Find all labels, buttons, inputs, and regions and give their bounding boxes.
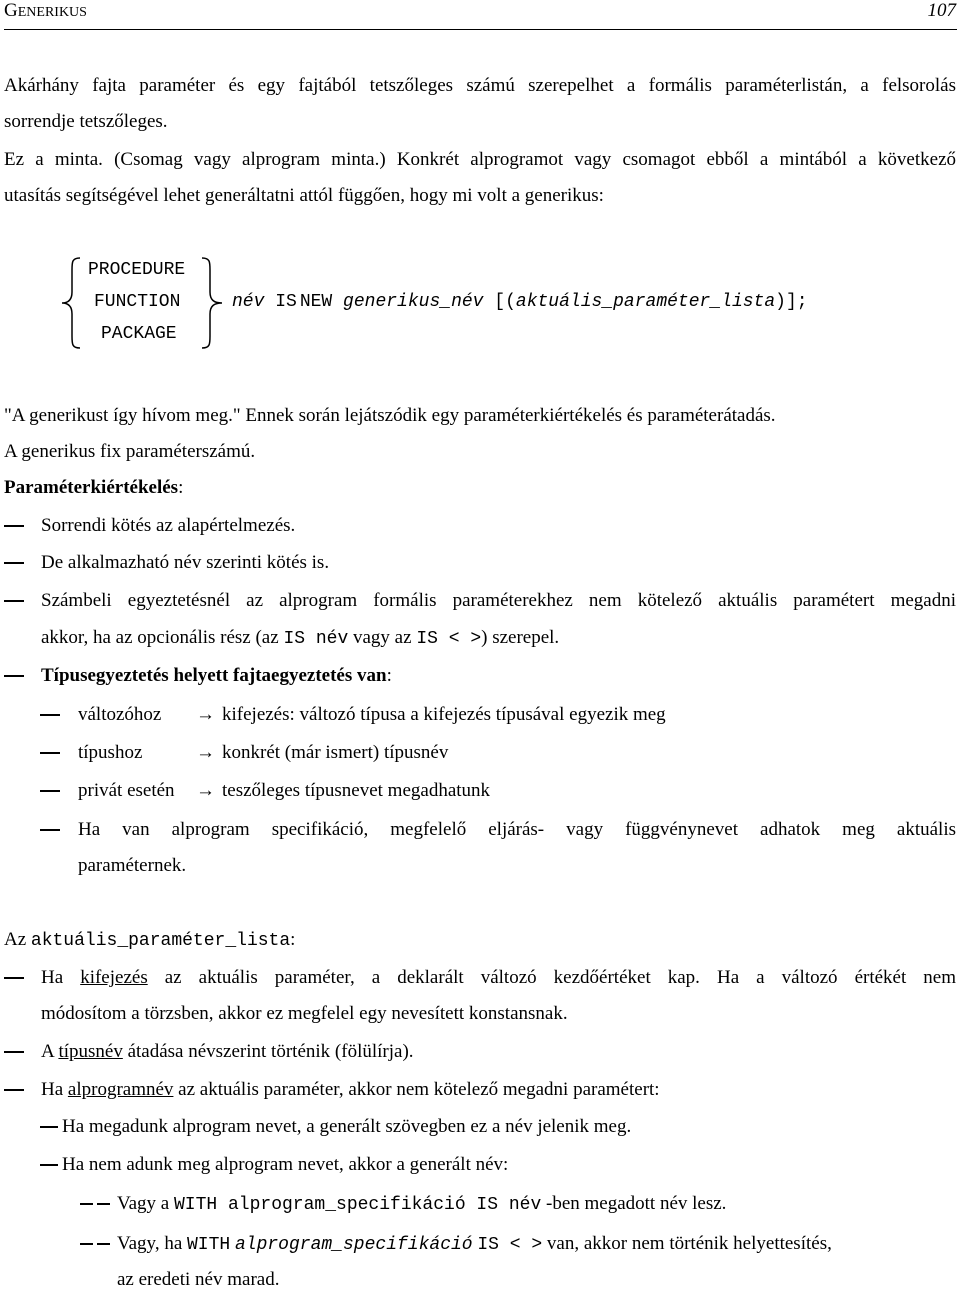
double-dash xyxy=(80,1243,93,1245)
bullet-positional: Sorrendi kötés az alapértelmezés. xyxy=(41,515,296,536)
header-title-initial: G xyxy=(4,0,18,21)
sub-bullet-dash xyxy=(40,1164,58,1166)
text-run: Vagy a xyxy=(117,1193,174,1214)
bullet-count-match-line-1: Számbeli egyeztetésnél az alprogram formális paraméterekhez nem kötelező aktuális paramétert megadni xyxy=(41,590,956,611)
text-run: : xyxy=(386,665,392,686)
sub-bullet-variable-text: kifejezés: változó típusa a kifejezés típusával egyezik meg xyxy=(222,704,666,725)
eval-heading-colon: : xyxy=(178,477,184,498)
text-run: az aktuális paraméter, akkor nem kötelező megadni paramétert: xyxy=(173,1079,660,1100)
text-run: -ben megadott név lesz. xyxy=(541,1193,727,1214)
syntax-new: NEW xyxy=(299,292,333,312)
bullet-dash xyxy=(4,600,24,602)
header-title-rest: ENERIKUS xyxy=(17,5,87,20)
code-is-name: IS név xyxy=(283,629,349,649)
double-dash xyxy=(97,1203,110,1205)
with-is-box-case-line-1 xyxy=(117,1232,832,1257)
sub-bullet-private-text: teszőleges típusnevet megadhatunk xyxy=(222,780,491,801)
code-is-box: IS < > xyxy=(477,1235,543,1255)
intro-line-4: utasítás segítségével lehet generáltatni attól függően, hogy mi volt a generikus: xyxy=(4,185,604,206)
sub-bullet-subprogram-line-1: Ha van alprogram specifikáció, megfelelő eljárás- vagy függvénynevet adhatok meg aktuális xyxy=(78,819,956,840)
expression-case-line-1 xyxy=(41,966,956,990)
term-subprogram-name: alprogramnév xyxy=(67,1079,174,1100)
actual-param-heading xyxy=(4,928,295,953)
code-is-box: IS < > xyxy=(416,629,482,649)
sub-bullet-type-label: típushoz xyxy=(78,742,143,763)
typename-case xyxy=(41,1040,414,1064)
sub-bullet-subprogram-line-2: paraméternek. xyxy=(78,855,187,876)
fix-param-sentence: A generikus fix paraméterszámú. xyxy=(4,441,256,462)
text-run: átadása névszerint történik (fölülírja). xyxy=(122,1041,414,1062)
text-run: vagy az xyxy=(348,627,417,648)
call-sentence: "A generikust így hívom meg." Ennek során lejátszódik egy paraméterkiértékelés és paraméterátadás. xyxy=(4,405,776,426)
eval-heading xyxy=(4,476,183,500)
arrow-icon: → xyxy=(196,704,215,725)
syntax-is: IS xyxy=(275,292,297,312)
text-run: akkor, ha az opcionális rész (az xyxy=(41,627,284,648)
text-run: Ha xyxy=(41,1079,68,1100)
sub-bullet-dash xyxy=(40,752,60,754)
syntax-close-bracket: )]; xyxy=(775,292,808,312)
sub-bullet-type-text: konkrét (már ismert) típusnév xyxy=(222,742,449,763)
text-run: A xyxy=(41,1041,59,1062)
type-match-heading-text: Típusegyeztetés helyett fajtaegyeztetés van xyxy=(41,665,387,686)
text-run: Az xyxy=(4,929,31,950)
code-subprogram-spec: alprogram_specifikáció xyxy=(234,1235,473,1255)
header-rule xyxy=(4,29,957,30)
expression-case-line-2: módosítom a törzsben, akkor ez megfelel egy nevesített konstansnak. xyxy=(41,1003,568,1024)
syntax-actual-param-list: aktuális_paraméter_lista xyxy=(515,292,776,312)
code-actual-param-list: aktuális_paraméter_lista xyxy=(30,931,291,951)
text-run: : xyxy=(290,929,296,950)
syntax-open-bracket: [( xyxy=(494,292,516,312)
no-name-case: Ha nem adunk meg alprogram nevet, akkor a generált név: xyxy=(62,1154,509,1175)
bullet-dash xyxy=(4,675,24,677)
sub-bullet-dash xyxy=(40,790,60,792)
bullet-dash xyxy=(4,1089,24,1091)
bullet-named: De alkalmazható név szerinti kötés is. xyxy=(41,552,330,573)
running-header xyxy=(4,0,87,24)
term-typename: típusnév xyxy=(58,1041,123,1062)
eval-heading-text: Paraméterkiértékelés xyxy=(4,477,179,498)
syntax-name: név xyxy=(232,292,265,312)
code-with: WITH xyxy=(187,1235,231,1255)
arrow-icon: → xyxy=(196,780,215,801)
text-run: ) szerepel. xyxy=(481,627,560,648)
arrow-icon: → xyxy=(196,742,215,763)
intro-line-3: Ez a minta. (Csomag vagy alprogram minta.) Konkrét alprogramot vagy csomagot ebből a mintából a következő xyxy=(4,149,956,170)
instantiation-syntax xyxy=(232,292,808,312)
sub-bullet-dash xyxy=(40,1126,58,1128)
sub-bullet-private-label: privát esetén xyxy=(78,780,175,801)
text-run: az aktuális paraméter, a deklarált változó kezdőértéket kap. Ha a változó értékét nem xyxy=(147,967,957,988)
text-run: van, akkor nem történik helyettesítés, xyxy=(542,1233,832,1254)
with-is-name-case xyxy=(117,1192,726,1217)
bullet-dash xyxy=(4,1051,24,1053)
sub-bullet-dash xyxy=(40,829,60,831)
text-run: Vagy, ha xyxy=(117,1233,187,1254)
sub-bullet-variable-label: változóhoz xyxy=(78,704,162,725)
given-name-case: Ha megadunk alprogram nevet, a generált szövegben ez a név jelenik meg. xyxy=(62,1116,632,1137)
double-dash xyxy=(97,1243,110,1245)
bullet-dash xyxy=(4,977,24,979)
bullet-count-match-line-2 xyxy=(41,626,559,651)
keyword-procedure: PROCEDURE xyxy=(88,260,186,280)
intro-line-2: sorrendje tetszőleges. xyxy=(4,111,168,132)
sub-bullet-dash xyxy=(40,714,60,716)
left-brace-icon xyxy=(60,256,82,350)
double-dash xyxy=(80,1203,93,1205)
subprogram-name-case xyxy=(41,1078,660,1102)
intro-line-1: Akárhány fajta paraméter és egy fajtából tetszőleges számú szerepelhet a formális paraméterlistán, a felsorolás xyxy=(4,75,956,96)
syntax-generic-name: generikus_név xyxy=(343,292,484,312)
keyword-function: FUNCTION xyxy=(94,292,181,312)
right-brace-icon xyxy=(200,256,224,350)
text-run: Ha xyxy=(41,967,81,988)
keyword-package: PACKAGE xyxy=(101,324,177,344)
with-is-box-case-line-2: az eredeti név marad. xyxy=(117,1269,280,1290)
term-expression: kifejezés xyxy=(80,967,148,988)
type-match-heading xyxy=(41,664,392,688)
bullet-dash xyxy=(4,525,24,527)
page-number: 107 xyxy=(927,0,956,21)
bullet-dash xyxy=(4,562,24,564)
code-with-spec-is-name: WITH alprogram_specifikáció IS név xyxy=(173,1195,542,1215)
